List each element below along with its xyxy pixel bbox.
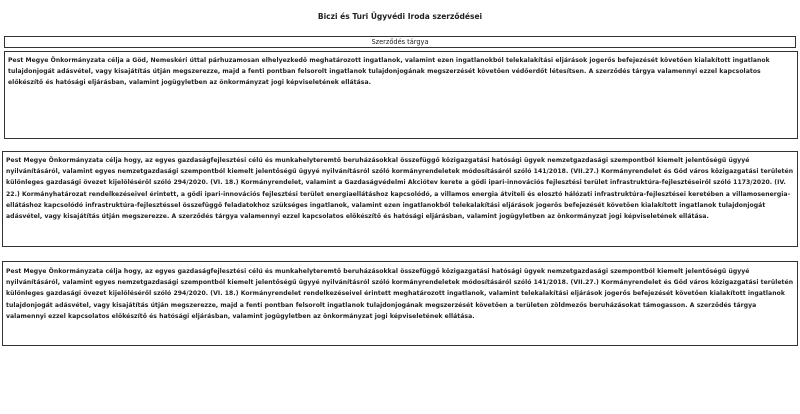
section-header: Szerződés tárgya [371, 38, 429, 46]
contract-subject-box-2 [2, 151, 798, 247]
contract-subject-box-3 [2, 261, 798, 346]
contract-subject-box-1 [4, 51, 798, 139]
page-title: Biczi és Turi Ügyvédi Iroda szerződései [317, 12, 483, 21]
contract-subject-text-2: Pest Megye Önkormányzata célja hogy, az egyes gazdaságfejlesztési célú és munkahelyteremtő beruházásokkal összefüggő közigazgatási hatósági ügyek nemzetgazdasági szempontból kiemelt jelentőségű ügyyé nyilvánításáról, valamint egyes nemzetgazdasági szempontból kiemelt jelentőségű ügyyé nyilvánításról szóló kormányrendeletek módosításáról szóló 141/2018. (VII.27.) Kormányrendelet és Göd város közigazgatási területén különleges gazdasági övezet kijelöléséről szóló 294/2020. (VI. 18.) Kormányrendelet, valamint a Gazdaságvédelmi Akciótev kerete a gödi ipari-innovációs fejlesztési terület infrastruktúra-fejlesztéseiről szóló 1173/2020. (IV. 22.) Kormányhatározat rendelkezéseivel érintett, a gödi ipari-innovációs fejlesztési terület energiaellátáshoz kapcsolódó, a villamos energia átviteli és elosztó hálózati infrastruktúra-fejlesztései keretében a villamosenergia-ellátáshoz kapcsolódó infrastruktúra-fejlesztéssel összefüggő feladatokhoz szükséges ingatlanok, valamint ezen ingatlanokból telekalakítási eljárások jogerős befejezését követően kialakított ingatlanok tulajdonjogát adásvétel, vagy kisajátítás útján megszerezze. A szerződés tárgya valamennyi ezzel kapcsolatos előkészítő és hatósági eljárásban, valamint jogügyletben az önkormányzat jogi képviseletének ellátása. [6, 157, 794, 221]
section-header-box [4, 36, 796, 48]
contract-subject-text-3: Pest Megye Önkormányzata célja hogy, az egyes gazdaságfejlesztési célú és munkahelyteremtő beruházásokkal összefüggő közigazgatási hatósági ügyek nemzetgazdasági szempontból kiemelt jelentőségű ügyyé nyilvánításáról, valamint egyes nemzetgazdasági szempontból kiemelt jelentőségű ügyyé nyilvánításról szóló kormányrendeletek módosításáról szóló 141/2018. (VII.27.) Kormányrendelet és Göd város közigazgatási területén különleges gazdasági övezet kijelöléséről szóló 294/2020. (VI. 18.) Kormányrendelet rendelkezéseivel érintett meghatározott ingatlanok, valamint telekalakítási eljárások jogerős befejezését követően kialakított ingatlanok tulajdonjogát adásvétel, vagy kisajátítás útján megszerezze, majd a fenti pontban felsorolt ingatlanok tulajdonjogának megszerzését követően a területen zöldmezős beruházásokat támogasson. A szerződés tárgya valamennyi ezzel kapcsolatos előkészítő és hatósági eljárásban, valamint jogügyletben az önkormányzat jogi képviseletének ellátása. [6, 268, 794, 320]
contract-subject-text-1: Pest Megye Önkormányzata célja a Göd, Nemeskéri úttal párhuzamosan elhelyezkedő meghatározott ingatlanok, valamint ezen ingatlanokból telekalakítási eljárások jogerős befejezését követően kialakított ingatlanok tulajdonjogát adásvétel, vagy kisajátítás útján megszerezze, majd a fenti pontban felsorolt ingatlanok tulajdonjogának megszerzését követően védőerdőt létesítsen. A szerződés tárgya valamennyi ezzel kapcsolatos előkészítő és hatósági eljárásban, valamint jogügyletben az önkormányzat jogi képviseletének ellátása. [8, 57, 770, 87]
